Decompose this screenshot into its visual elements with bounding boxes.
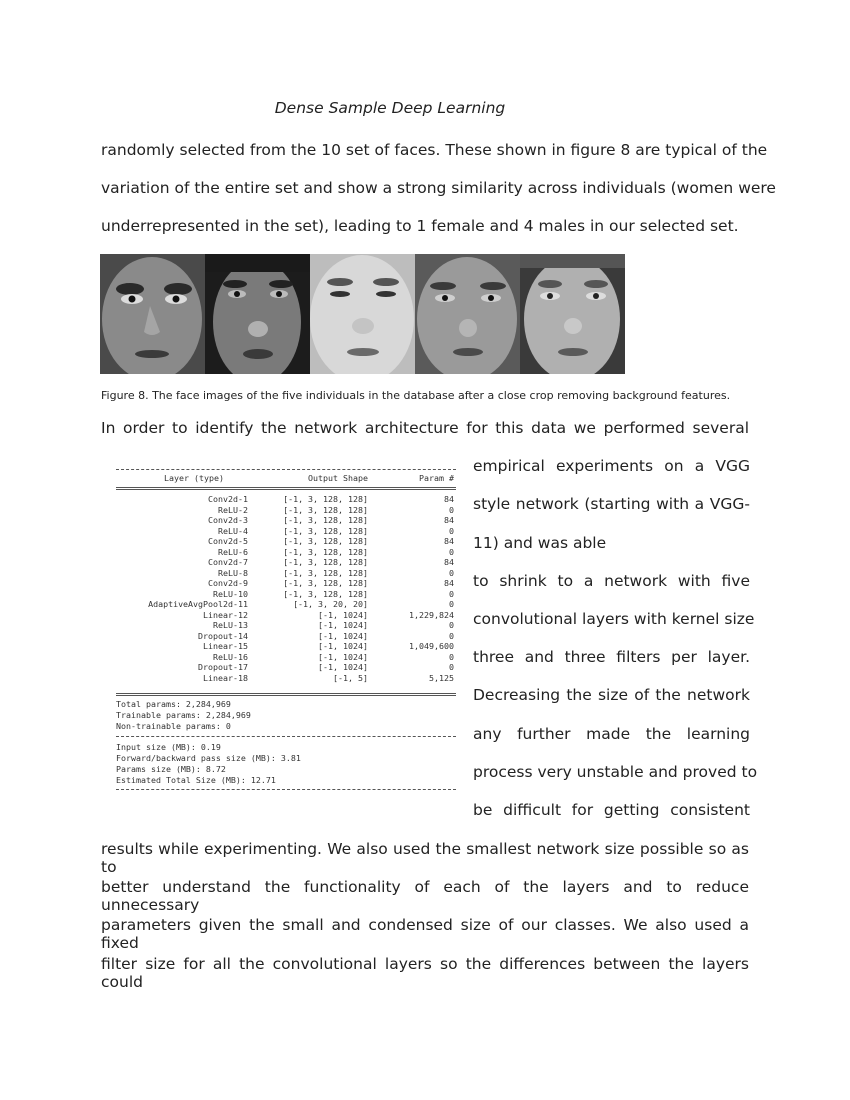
header-shape: Output Shape [308,473,368,483]
header-layer: Layer (type) [164,473,224,483]
shape-cell: [-1, 3, 128, 128] [283,494,368,504]
body-line: In order to identify the network architecture for this data we performed several [101,419,749,437]
shape-cell: [-1, 1024] [318,630,368,641]
layer-cell: Dropout-17 [198,662,248,672]
body-line: three and three filters per layer. [473,648,750,666]
body-line: style network (starting with a VGG- [473,495,750,513]
shape-cell: [-1, 3, 128, 128] [283,515,368,525]
shape-cell: [-1, 1024] [318,641,368,651]
face-image [205,254,310,374]
total-size: Estimated Total Size (MB): 12.71 [116,775,276,785]
table-row [116,631,456,642]
shape-cell: [-1, 5] [333,672,368,683]
trainable-params: Trainable params: 2,284,969 [116,710,251,720]
model-summary-table [116,463,456,793]
param-cell: 84 [444,536,454,546]
param-cell: 84 [444,494,454,504]
body-line: results while experimenting. We also used the smallest network size possible so as to [101,840,749,876]
layer-cell: ReLU-6 [218,546,248,557]
table-row [116,641,456,652]
table-row [116,578,456,589]
shape-cell: [-1, 3, 20, 20] [293,599,368,609]
shape-cell: [-1, 3, 128, 128] [283,588,368,599]
non-trainable-params: Non-trainable params: 0 [116,721,231,731]
param-cell: 0 [449,599,454,609]
shape-cell: [-1, 1024] [318,620,368,630]
layer-cell: Linear-15 [203,641,248,651]
layer-cell: ReLU-10 [213,588,248,599]
body-line: to shrink to a network with five [473,572,750,590]
header-param: Param # [419,473,454,483]
param-cell: 0 [449,504,454,515]
param-cell: 0 [449,525,454,536]
param-cell: 5,125 [429,672,454,683]
input-size: Input size (MB): 0.19 [116,742,221,752]
param-cell: 84 [444,557,454,567]
param-cell: 84 [444,578,454,588]
table-row [116,568,456,579]
face-image [310,254,415,374]
layer-cell: AdaptiveAvgPool2d-11 [148,599,248,609]
body-line: randomly selected from the 10 set of faces. These shown in figure 8 are typical of the [101,141,768,159]
param-cell: 0 [449,546,454,557]
param-cell: 0 [449,630,454,641]
layer-cell: Conv2d-1 [208,494,248,504]
param-cell: 0 [449,620,454,630]
shape-cell: [-1, 3, 128, 128] [283,525,368,536]
param-cell: 0 [449,651,454,662]
shape-cell: [-1, 1024] [318,609,368,620]
face-images-figure [100,254,625,374]
shape-cell: [-1, 3, 128, 128] [283,567,368,578]
table-row [116,547,456,558]
face-image [100,254,205,374]
table-header [116,473,456,484]
table-row [116,673,456,684]
table-row [116,652,456,663]
body-line: filter size for all the convolutional layers so the differences between the layers could [101,955,749,991]
shape-cell: [-1, 1024] [318,651,368,662]
body-line: empirical experiments on a VGG [473,457,750,475]
shape-cell: [-1, 3, 128, 128] [283,536,368,546]
total-params: Total params: 2,284,969 [116,699,231,709]
table-row [116,662,456,673]
layer-cell: Conv2d-3 [208,515,248,525]
table-row [116,494,456,505]
body-line: any further made the learning [473,725,750,743]
body-line: underrepresented in the set), leading to 1 female and 4 males in our selected set. [101,217,739,235]
divider [116,469,456,470]
shape-cell: [-1, 3, 128, 128] [283,504,368,515]
body-line: be difficult for getting consistent [473,801,750,819]
layer-cell: Conv2d-5 [208,536,248,546]
table-row [116,610,456,621]
pass-size: Forward/backward pass size (MB): 3.81 [116,753,301,763]
shape-cell: [-1, 1024] [318,662,368,672]
running-header: Dense Sample Deep Learning [274,99,506,117]
layer-cell: ReLU-2 [218,504,248,515]
body-line: variation of the entire set and show a strong similarity across individuals (women were [101,179,776,197]
layer-cell: ReLU-16 [213,651,248,662]
param-cell: 0 [449,567,454,578]
figure-caption: Figure 8. The face images of the five individuals in the database after a close crop removing background features. [101,389,731,402]
divider [116,693,456,696]
shape-cell: [-1, 3, 128, 128] [283,546,368,557]
param-cell: 84 [444,515,454,525]
layer-cell: Conv2d-7 [208,557,248,567]
layer-cell: ReLU-4 [218,525,248,536]
table-row [116,589,456,600]
table-row [116,599,456,610]
body-line: 11) and was able [473,534,607,552]
table-row [116,620,456,631]
body-line: better understand the functionality of each of the layers and to reduce unnecessary [101,878,749,914]
table-row [116,536,456,547]
layer-cell: ReLU-13 [213,620,248,630]
layer-cell: Linear-12 [203,609,248,620]
body-line: convolutional layers with kernel size [473,610,755,628]
shape-cell: [-1, 3, 128, 128] [283,557,368,567]
divider [116,736,456,737]
face-image [415,254,520,374]
table-row [116,505,456,516]
body-line: process very unstable and proved to [473,763,758,781]
layer-cell: ReLU-8 [218,567,248,578]
param-cell: 1,049,600 [409,641,454,651]
params-size: Params size (MB): 8.72 [116,764,226,774]
layer-cell: Dropout-14 [198,630,248,641]
shape-cell: [-1, 3, 128, 128] [283,578,368,588]
param-cell: 0 [449,662,454,672]
face-image [520,254,625,374]
param-cell: 1,229,824 [409,609,454,620]
divider [116,487,456,490]
divider [116,789,456,790]
layer-cell: Conv2d-9 [208,578,248,588]
table-row [116,557,456,568]
body-line: parameters given the small and condensed size of our classes. We also used a fixed [101,916,749,952]
body-line: Decreasing the size of the network [473,686,750,704]
param-cell: 0 [449,588,454,599]
table-row [116,526,456,537]
table-row [116,515,456,526]
layer-cell: Linear-18 [203,672,248,683]
